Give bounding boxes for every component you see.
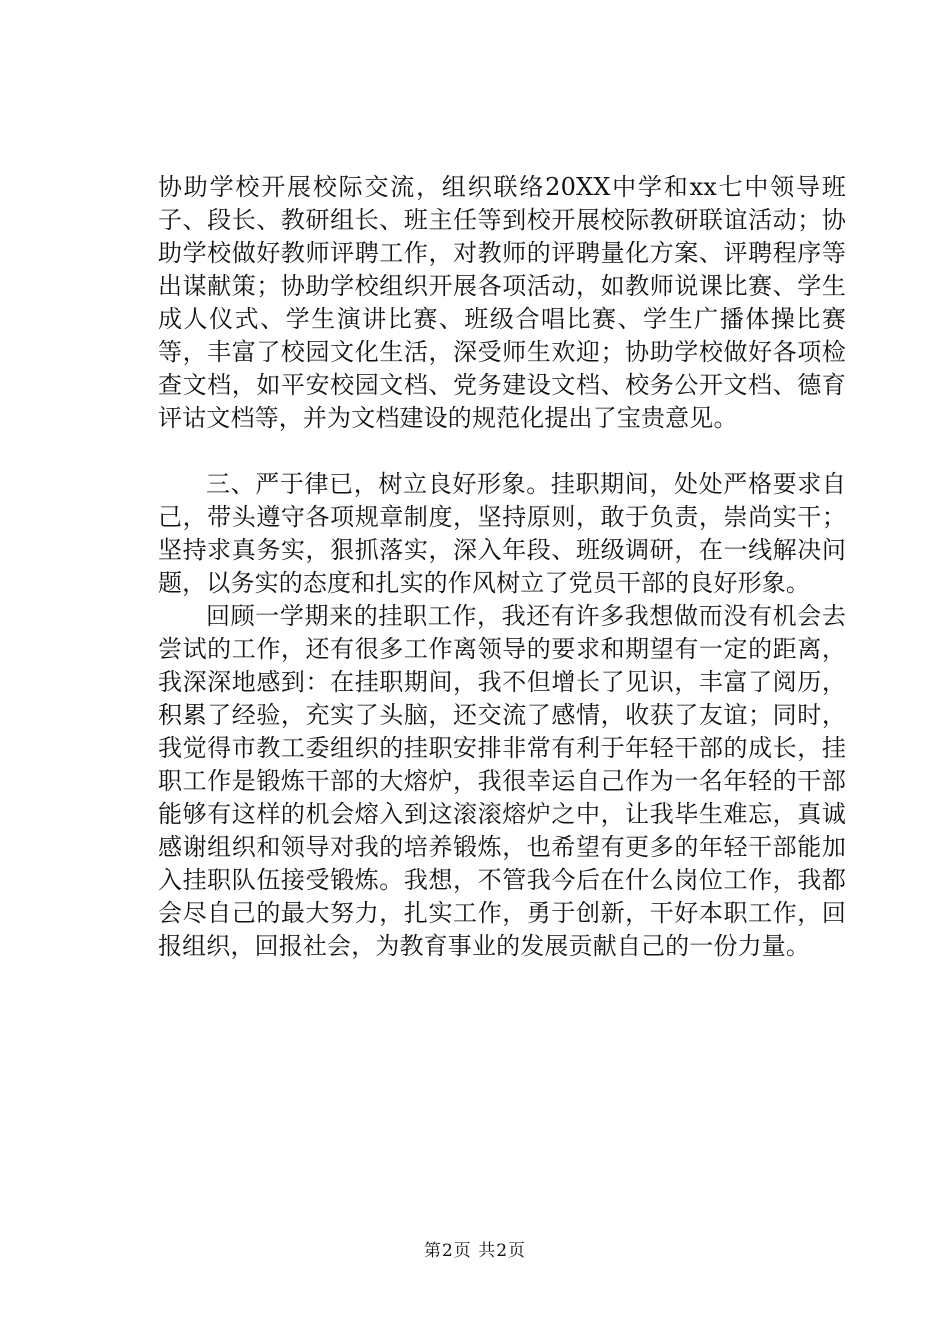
paragraph-review: 回顾一学期来的挂职工作，我还有许多我想做而没有机会去尝试的工作，还有很多工作离领导的要求和期望有一定的距离，我深深地感到：在挂职期间，我不但增长了见识，丰富了阅历，积累了经验，充实了头脑，还交流了感情，收获了友谊；同时，我觉得市教工委组织的挂职安排非常有利于年轻干部的成长，挂职工作是锻炼干部的大熔炉，我很幸运自己作为一名年轻的干部能够有这样的机会熔入到这滚滚熔炉之中，让我毕生难忘，真诚感谢组织和领导对我的培养锻炼，也希望有更多的年轻干部能加入挂职队伍接受锻炼。我想，不管我今后在什么岗位工作，我都会尽自己的最大努力，扎实工作，勇于创新，干好本职工作，回报组织，回报社会，为教育事业的发展贡献自己的一份力量。 [158,602,846,960]
paragraph-spacer [158,435,846,468]
document-body [158,171,846,963]
paragraph-school-exchange: 协助学校开展校际交流，组织联络20XX中学和xx七中领导班子、段长、教研组长、班主任等到校开展校际教研联谊活动；协助学校做好教师评聘工作，对教师的评聘量化方案、评聘程序等出谋献策；协助学校组织开展各项活动，如教师说课比赛、学生成人仪式、学生演讲比赛、班级合唱比赛、学生广播体操比赛等，丰富了校园文化生活，深受师生欢迎；协助学校做好各项检查文档，如平安校园文档、党务建设文档、校务公开文档、德育评诂文档等，并为文档建设的规范化提出了宝贵意见。 [158,173,846,432]
paragraph-self-discipline: 三、严于律已，树立良好形象。挂职期间，处处严格要求自己，带头遵守各项规章制度，坚持原则，敢于负责，崇尚实干；坚持求真务实，狠抓落实，深入年段、班级调研，在一线解决问题，以务实的态度和扎实的作风树立了党员干部的良好形象。 [158,470,846,597]
page-number-footer: 第2页 共2页 [423,1241,527,1261]
